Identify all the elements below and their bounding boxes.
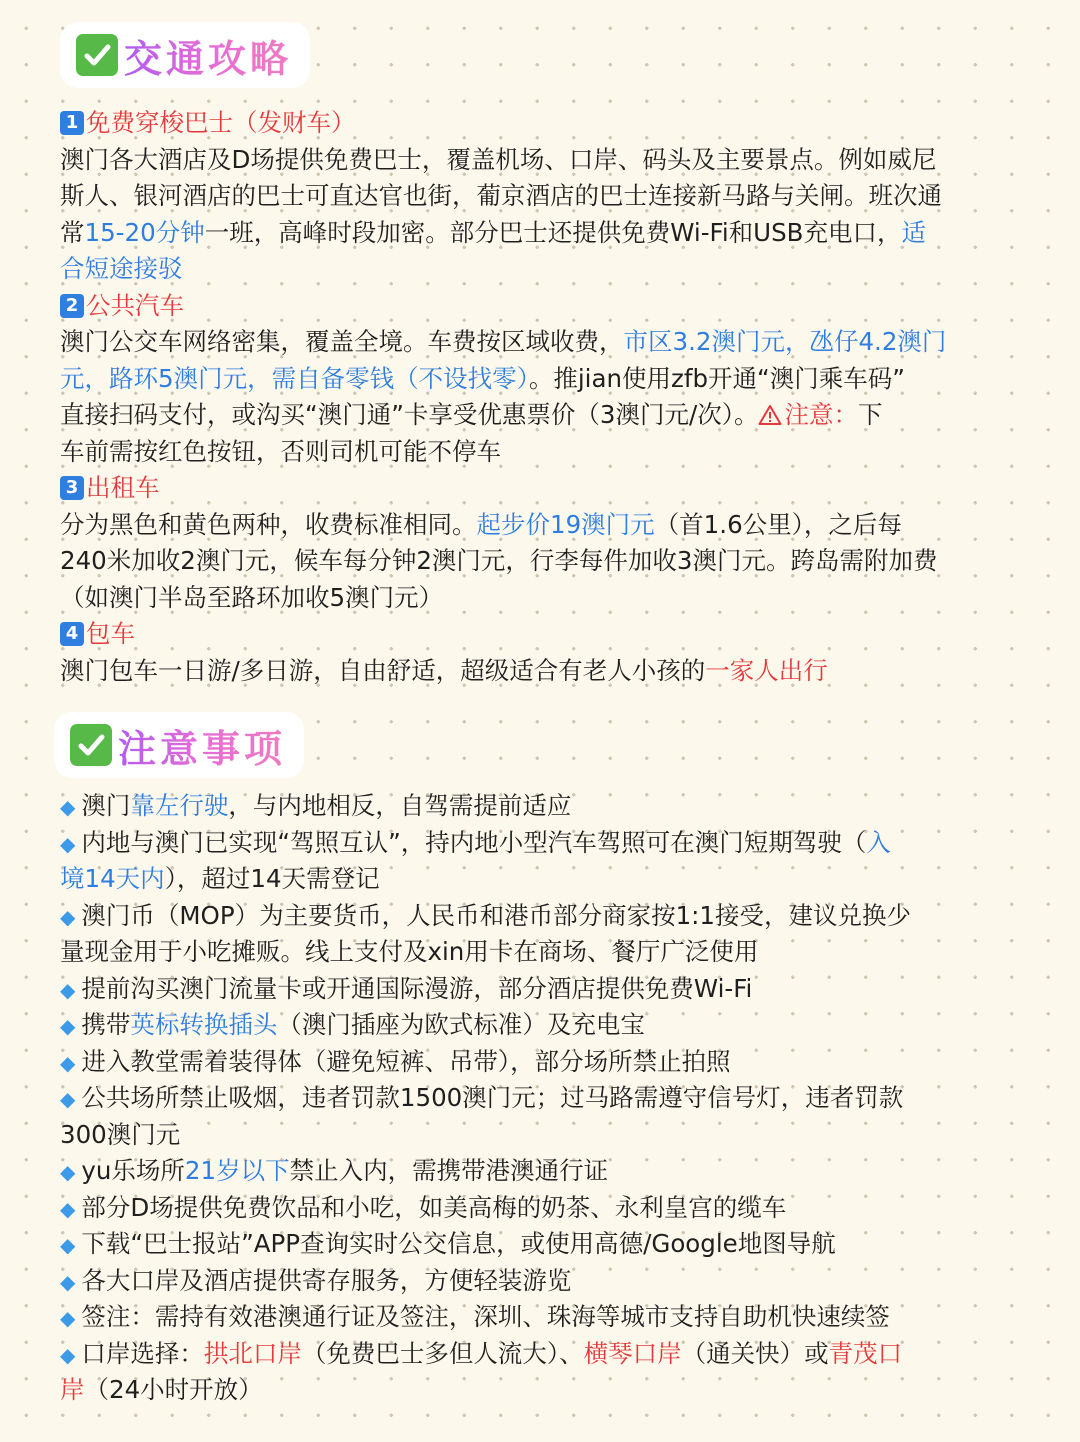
paragraph-line [60, 142, 1018, 179]
subsection-title: 出租车 [86, 473, 160, 502]
text-segment: 公共场所禁止吸烟，违者罚款1500澳门元；过马路需遵守信号灯，违者罚款 [81, 1083, 904, 1112]
subsection-heading [60, 105, 1018, 142]
diamond-bullet-icon: ◆ [60, 1087, 76, 1111]
text-segment: 岸 [60, 1375, 85, 1404]
subsection-heading [60, 288, 1018, 325]
text-segment: 提前沟买澳门流量卡或开通国际漫游，部分酒店提供免费Wi-Fi [81, 973, 753, 1003]
diamond-bullet-icon: ◆ [60, 1160, 76, 1184]
text-segment: 常 [60, 217, 85, 247]
paragraph-line [60, 653, 1018, 690]
text-segment: yu乐场所 [81, 1156, 185, 1185]
number-badge-icon: 3 [60, 476, 84, 500]
list-item [60, 1153, 1018, 1190]
list-item [60, 1336, 1018, 1373]
list-item [60, 934, 1018, 971]
subsection-heading [60, 470, 1018, 507]
text-segment: 量现金用于小吃摊贩。线上支付及xin用卡在商场、餐厅广泛使用 [60, 937, 759, 966]
text-segment: （通关快）或 [681, 1338, 829, 1368]
paragraph-line [60, 361, 1018, 398]
paragraph-line [60, 543, 1018, 580]
paragraph-line [60, 434, 1018, 471]
paragraph-line [60, 397, 1018, 434]
text-segment: 签注：需持有效港澳通行证及签注，深圳、珠海等城市支持自助机快速续签 [81, 1302, 890, 1331]
subsection-title: 包车 [86, 619, 135, 648]
list-item [60, 1190, 1018, 1227]
text-segment: 市区3.2澳门元，氹仔4.2澳门 [623, 327, 947, 356]
text-segment: （如澳门半岛至路环加收5澳门元） [60, 582, 444, 612]
text-segment: ，与内地相反，自驾需提前适应 [228, 791, 572, 820]
text-segment: （首1.6公里），之后每 [654, 509, 902, 539]
check-mark-icon [76, 34, 118, 76]
paragraph-line [60, 324, 1018, 361]
list-item [60, 898, 1018, 935]
text-segment: （免费巴士多但人流大）、 [301, 1338, 584, 1368]
paragraph-line [60, 178, 1018, 215]
text-segment: 各大口岸及酒店提供寄存服务，方便轻装游览 [81, 1265, 572, 1295]
diamond-bullet-icon: ◆ [60, 977, 76, 1002]
text-segment: （澳门插座为欧式标准）及充电宝 [277, 1010, 645, 1039]
text-segment: 注意： [784, 400, 858, 429]
text-segment: 禁止入内，需携带港澳通行证 [289, 1156, 609, 1185]
subsection-title: 免费穿梭巴士（发财车） [86, 108, 356, 137]
transport-content [60, 105, 1018, 689]
text-segment: 澳门 [81, 791, 131, 820]
diamond-bullet-icon: ◆ [60, 1306, 76, 1330]
list-item [60, 825, 1018, 862]
warning-icon [758, 400, 782, 437]
text-segment: 进入教堂需着装得体（避免短裤、吊带），部分场所禁止拍照 [81, 1046, 731, 1076]
text-segment: 。推jian使用zfb开通“澳门乘车码” [528, 363, 905, 393]
diamond-bullet-icon: ◆ [60, 904, 76, 929]
list-item [60, 861, 1018, 898]
text-segment: 部分D场提供免费饮品和小吃，如美高梅的奶茶、永利皇宫的缆车 [81, 1192, 787, 1222]
text-segment: 一班，高峰时段加密。部分巴士还提供免费Wi-Fi和USB充电口， [204, 217, 902, 247]
text-segment: 15-20分钟 [84, 217, 205, 247]
text-segment: 需自备零钱（不设找零） [271, 363, 529, 393]
section-title: 注意事项 [118, 718, 286, 773]
list-item [60, 971, 1018, 1008]
paragraph-line [60, 507, 1018, 544]
list-item [60, 1299, 1018, 1336]
text-segment: 携带 [81, 1010, 131, 1039]
text-segment: 21岁以下 [184, 1156, 290, 1185]
text-segment: 一家人出行 [705, 655, 828, 685]
text-segment: 澳门包车一日游/多日游，自由舒适，超级适合有老人小孩的 [60, 655, 706, 685]
number-badge-icon: 1 [60, 111, 84, 135]
text-segment: 拱北口岸 [203, 1338, 302, 1368]
section-header-notes [54, 712, 304, 778]
text-segment: 车前需按红色按钮，否则司机可能不停车 [60, 436, 501, 466]
list-item [60, 1226, 1018, 1263]
text-segment: 澳门各大酒店及D场提供免费巴士，覆盖机场、口岸、码头及主要景点。例如威尼 [60, 144, 937, 174]
subsection-heading [60, 616, 1018, 653]
text-segment: 口岸选择： [81, 1338, 204, 1368]
text-segment: 下载“巴士报站”APP查询实时公交信息，或使用高德/Google地图导航 [81, 1229, 836, 1258]
text-segment: 入 [866, 827, 891, 857]
list-item [60, 1117, 1018, 1154]
diamond-bullet-icon: ◆ [60, 1050, 76, 1075]
list-item [60, 1263, 1018, 1300]
diamond-bullet-icon: ◆ [60, 1014, 76, 1038]
subsection-title: 公共汽车 [86, 290, 184, 320]
text-segment: 合短途接驳 [60, 254, 183, 283]
text-segment: 起步价19澳门元 [476, 509, 655, 539]
text-segment: 澳门币（MOP）为主要货币，人民币和港币部分商家按1:1接受，建议兑换少 [81, 900, 912, 930]
notes-content [60, 788, 1018, 1409]
number-badge-icon: 2 [60, 294, 84, 318]
text-segment: （24小时开放） [84, 1375, 263, 1404]
number-badge-icon: 4 [60, 622, 84, 646]
list-item [60, 1372, 1018, 1409]
text-segment: 直接扫码支付，或沟买“澳门通”卡享受优惠票价（3澳门元/次）。 [60, 400, 759, 429]
diamond-bullet-icon: ◆ [60, 1196, 76, 1221]
diamond-bullet-icon: ◆ [60, 1269, 76, 1294]
text-segment: 靠左行驶 [130, 791, 229, 820]
text-segment: 适 [901, 217, 926, 247]
text-segment: 分为黑色和黄色两种，收费标准相同。 [60, 509, 477, 539]
text-segment: 240米加收2澳门元，候车每分钟2澳门元，行李每件加收3澳门元。跨岛需附加费 [60, 546, 938, 575]
list-item [60, 788, 1018, 825]
text-segment: 青茂口 [828, 1338, 903, 1368]
list-item [60, 1007, 1018, 1044]
text-segment: 元，路环5澳门元， [60, 363, 272, 393]
text-segment: 横琴口岸 [583, 1338, 682, 1368]
section-header-transport [60, 22, 310, 88]
text-segment: 内地与澳门已实现“驾照互认”，持内地小型汽车驾照可在澳门短期驾驶（ [81, 827, 867, 857]
paragraph-line [60, 251, 1018, 288]
list-item [60, 1080, 1018, 1117]
section-title: 交通攻略 [124, 28, 292, 83]
paragraph-line [60, 580, 1018, 617]
check-mark-icon [70, 724, 112, 766]
text-segment: ），超过14天需登记 [164, 864, 380, 893]
text-segment: 斯人、银河酒店的巴士可直达官也街，葡京酒店的巴士连接新马路与关闸。班次通 [60, 181, 942, 210]
diamond-bullet-icon: ◆ [60, 1233, 76, 1257]
text-segment: 300澳门元 [60, 1119, 181, 1149]
paragraph-line [60, 215, 1018, 252]
text-segment: 下 [857, 400, 883, 429]
diamond-bullet-icon: ◆ [60, 831, 76, 856]
diamond-bullet-icon: ◆ [60, 795, 76, 819]
text-segment: 英标转换插头 [130, 1010, 278, 1039]
list-item [60, 1044, 1018, 1081]
text-segment: 澳门公交车网络密集，覆盖全境。车费按区域收费， [60, 327, 624, 356]
diamond-bullet-icon: ◆ [60, 1342, 76, 1367]
text-segment: 境14天内 [60, 864, 165, 893]
